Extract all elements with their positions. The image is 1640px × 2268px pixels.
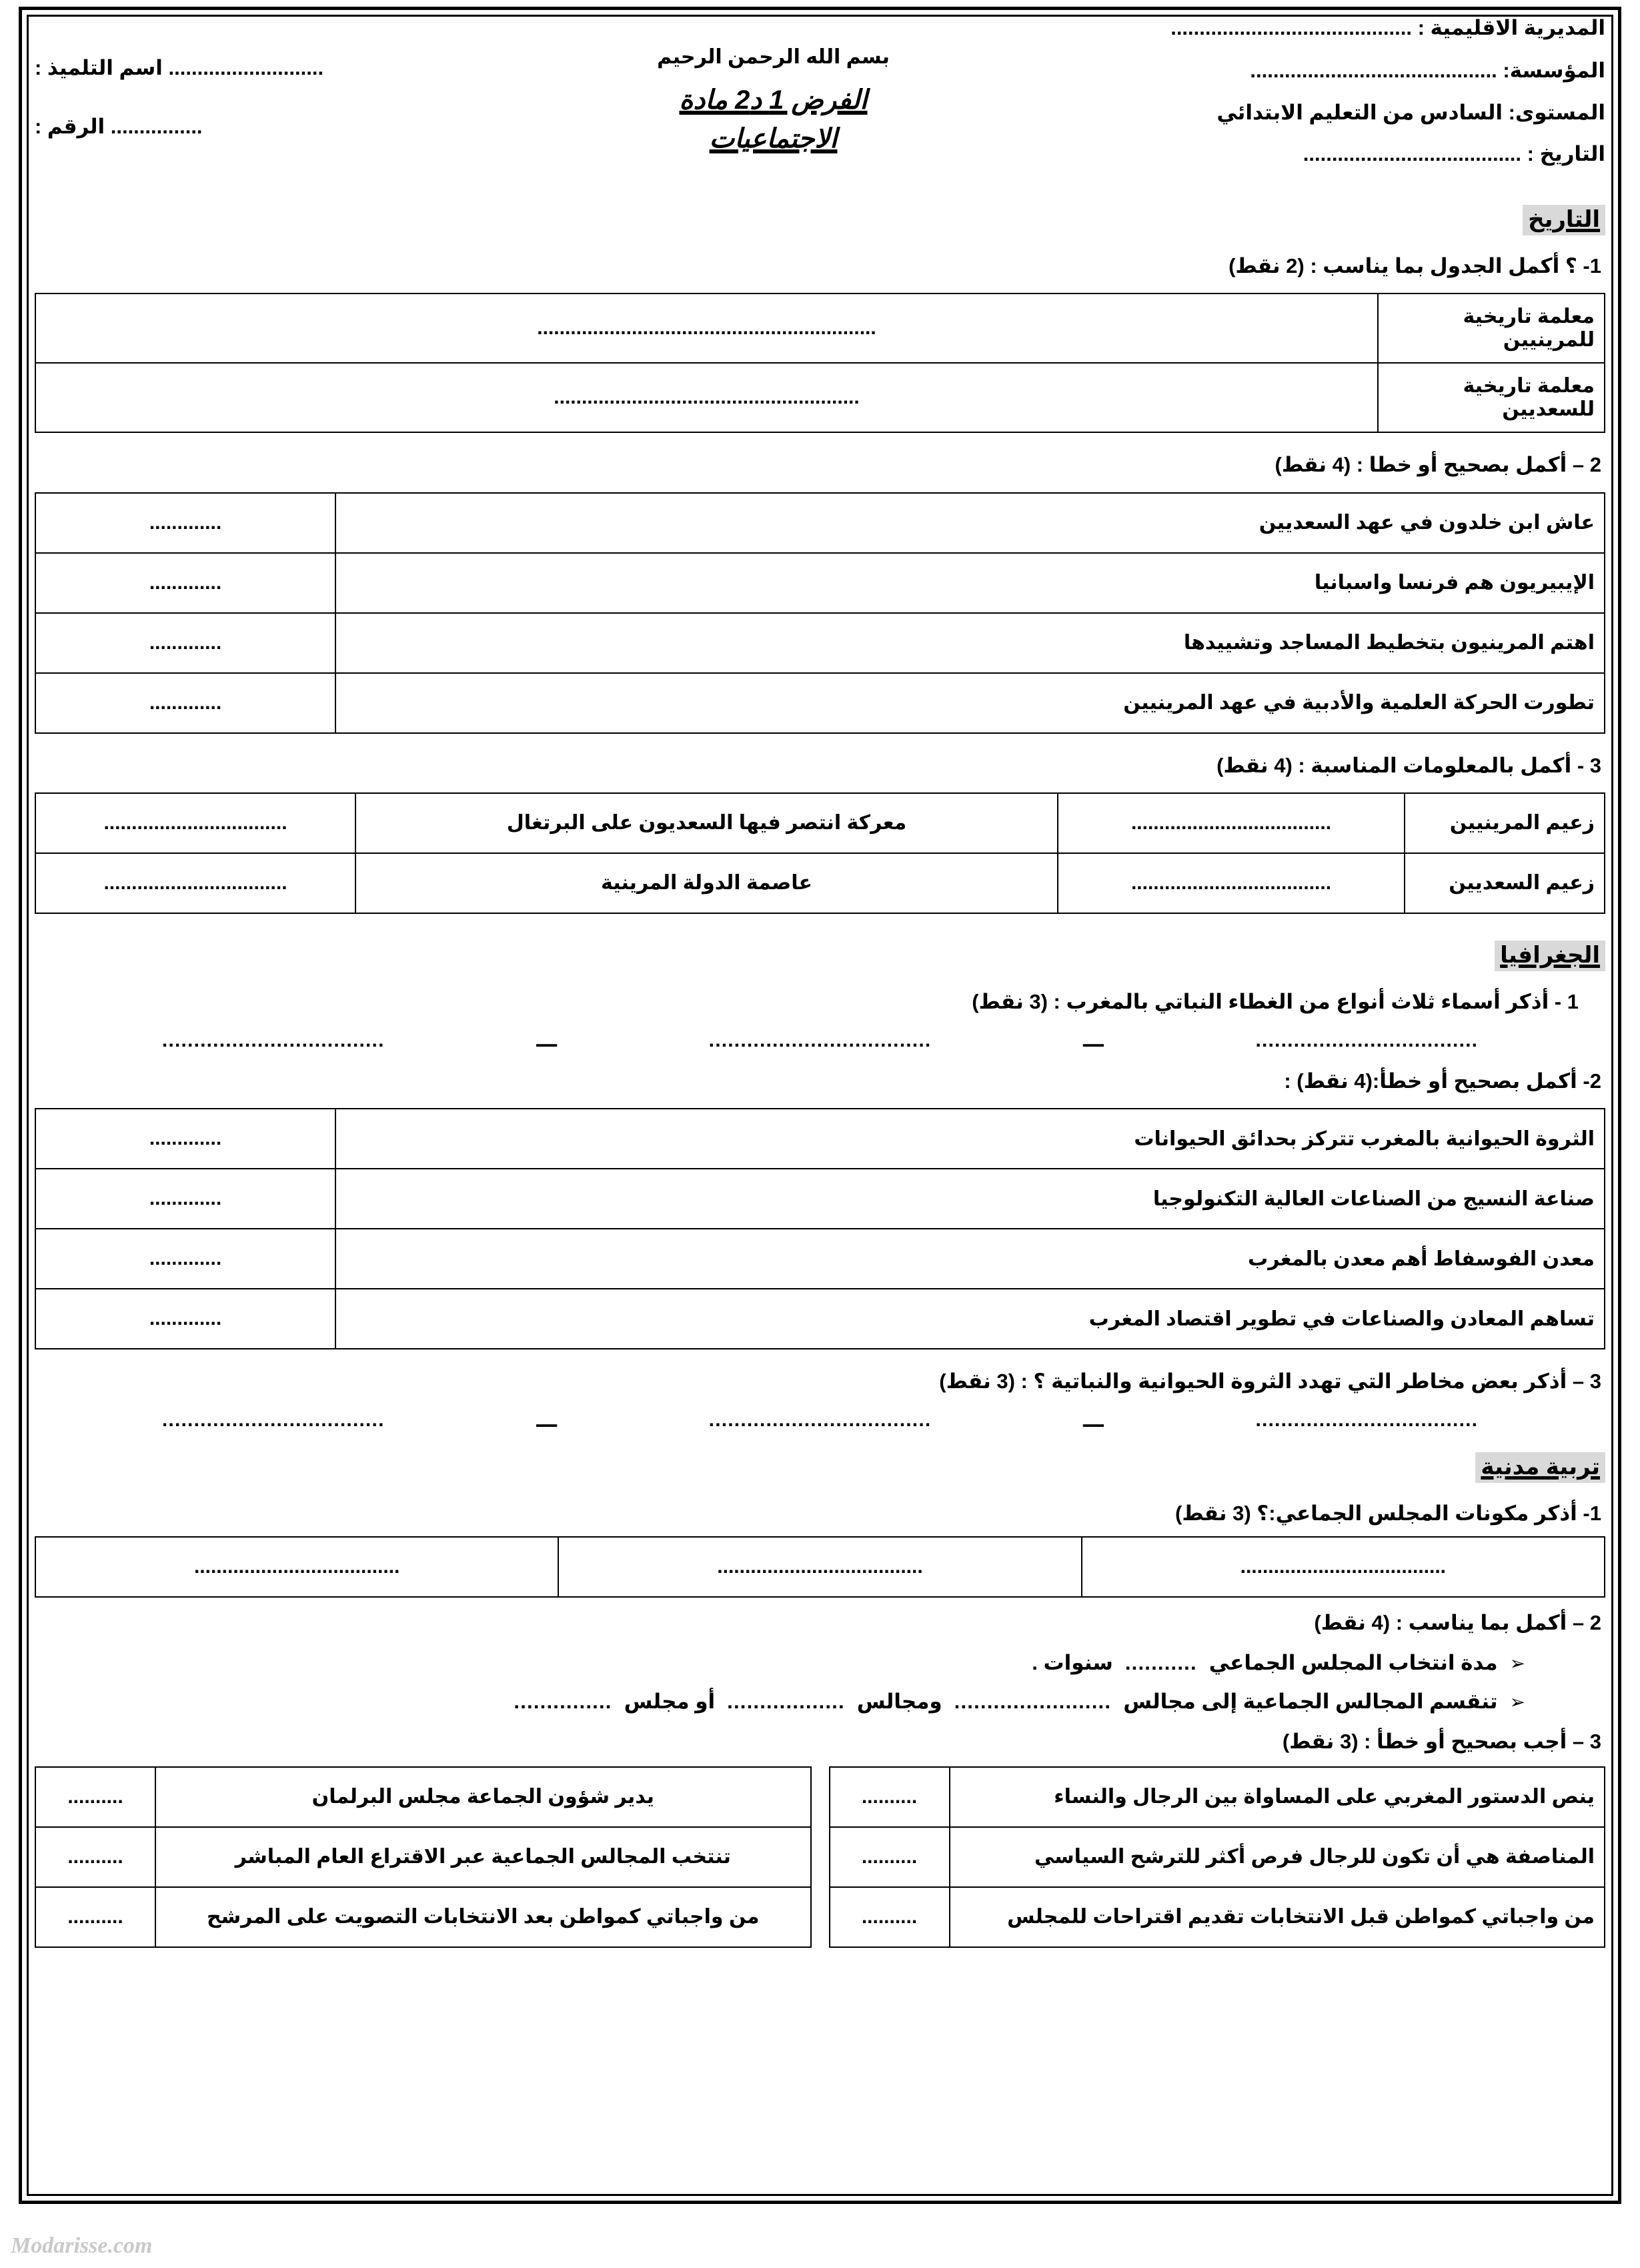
- civics-q1-cell-3[interactable]: .....................................: [35, 1537, 558, 1597]
- history-q3-r2-answer-b[interactable]: .................................: [35, 853, 355, 913]
- separator-dash: ـــ: [1083, 1409, 1104, 1432]
- geography-q1-blank-2[interactable]: ...................................: [708, 1029, 932, 1051]
- history-q2-r3-answer[interactable]: .............: [35, 613, 335, 673]
- basmala-text: بسم الله الرحمن الرحيم: [657, 46, 890, 68]
- table-row: [35, 1537, 1605, 1597]
- history-q1-table-wrap: [35, 289, 1605, 440]
- civics-q2-bullet-2: [35, 1690, 1525, 1714]
- civics-q3-right-r1-answer[interactable]: ..........: [830, 1767, 950, 1827]
- geography-q2-r1-statement: الثروة الحيوانية بالمغرب تتركز بحدائق الحيوانات: [335, 1109, 1605, 1169]
- civics-q3-left-r3-statement: من واجباتي كمواطن بعد الانتخابات التصويت على المرشح: [155, 1887, 811, 1947]
- table-row: [35, 1109, 1605, 1169]
- history-q3-r1-label-b: معركة انتصر فيها السعديون على البرتغال: [355, 793, 1058, 853]
- history-q1-r2-answer[interactable]: .......................................................: [35, 363, 1378, 432]
- date-label: التاريخ :: [1527, 142, 1605, 166]
- civics-q1-cell-1[interactable]: .....................................: [1082, 1537, 1605, 1597]
- history-q1-r1-answer[interactable]: .............................................................: [35, 294, 1378, 363]
- institution-field: [1098, 59, 1605, 83]
- history-q3-r1-label-a: زعيم المرينيين: [1405, 793, 1605, 853]
- table-row: [35, 1289, 1605, 1349]
- civics-q2-bullet-1: [35, 1651, 1525, 1675]
- civics-q2-b1-part-2: سنوات .: [1032, 1651, 1113, 1675]
- geography-q1-blank-1[interactable]: ...................................: [1255, 1029, 1479, 1051]
- table-row: [830, 1767, 1605, 1827]
- civics-q3-right-r2-statement: المناصفة هي أن تكون للرجال فرص أكثر للترشح السياسي: [950, 1827, 1605, 1887]
- date-field: [1098, 142, 1605, 166]
- history-q2-r4-statement: تطورت الحركة العلمية والأدبية في عهد المرينيين: [335, 673, 1605, 733]
- history-q3-table-wrap: [35, 788, 1605, 921]
- history-q3-table: [35, 792, 1605, 914]
- section-header-history: [35, 205, 1605, 235]
- history-q1-r2-label: معلمة تاريخية للسعديين: [1378, 363, 1605, 432]
- civics-q3-right-table: [829, 1766, 1606, 1948]
- history-q2-r2-statement: الإيبيريون هم فرنسا واسبانيا: [335, 553, 1605, 613]
- geography-q1-answer-blanks: [88, 1029, 1552, 1052]
- history-q2-r2-answer[interactable]: .............: [35, 553, 335, 613]
- history-q2-prompt: 2 – أكمل بصحيح أو خطا : (4 نقط): [1275, 453, 1601, 477]
- civics-q1-prompt: 1- أذكر مكونات المجلس الجماعي:؟ (3 نقط): [1175, 1501, 1601, 1525]
- geography-q3-blank-2[interactable]: ...................................: [708, 1409, 932, 1432]
- civics-q2-b2-blank-1[interactable]: ........................: [954, 1690, 1112, 1714]
- geography-q2-r1-answer[interactable]: .............: [35, 1109, 335, 1169]
- student-number-label: الرقم :: [35, 115, 105, 138]
- geography-q2-table-wrap: [35, 1104, 1605, 1356]
- civics-q3-tables: [35, 1766, 1605, 1948]
- exam-title-line-1: الفرض 1 د2 مادة: [679, 85, 868, 115]
- civics-q2-b2-blank-3[interactable]: ...............: [514, 1690, 612, 1714]
- geography-q1-prompt: 1 - أذكر أسماء ثلاث أنواع من الغطاء النباتي بالمغرب : (3 نقط): [972, 989, 1579, 1013]
- civics-q3-right-r2-answer[interactable]: ..........: [830, 1827, 950, 1887]
- civics-q3-left-table-wrap: [35, 1766, 812, 1948]
- history-q2-r1-answer[interactable]: .............: [35, 493, 335, 553]
- civics-q2-b2-blank-2[interactable]: ..................: [727, 1690, 845, 1714]
- history-q3-r2-label-a: زعيم السعديين: [1405, 853, 1605, 913]
- geography-q2-r3-statement: معدن الفوسفاط أهم معدن بالمغرب: [335, 1229, 1605, 1289]
- table-row: [35, 363, 1605, 432]
- header-center-block: [587, 16, 960, 158]
- civics-q3-left-r1-statement: يدير شؤون الجماعة مجلس البرلمان: [155, 1767, 811, 1827]
- student-number-blank[interactable]: ................: [110, 115, 203, 138]
- history-q3-prompt: 3 - أكمل بالمعلومات المناسبة : (4 نقط): [1216, 753, 1601, 777]
- directorate-label: المديرية الاقليمية :: [1417, 16, 1605, 39]
- separator-dash: ـــ: [536, 1409, 558, 1432]
- civics-q3-right-r3-answer[interactable]: ..........: [830, 1887, 950, 1947]
- civics-q3-left-r1-answer[interactable]: ..........: [35, 1767, 155, 1827]
- worksheet-content: [35, 7, 1605, 2195]
- civics-q3-right-table-wrap: [829, 1766, 1606, 1948]
- civics-q3-left-r2-statement: تنتخب المجالس الجماعية عبر الاقتراع العام المباشر: [155, 1827, 811, 1887]
- institution-blank[interactable]: ...........................................: [1250, 58, 1497, 82]
- table-row: [35, 673, 1605, 733]
- history-q2-r1-statement: عاش ابن خلدون في عهد السعديين: [335, 493, 1605, 553]
- history-q2-r3-statement: اهتم المرينيون بتخطيط المساجد وتشييدها: [335, 613, 1605, 673]
- civics-q2-b2-part-2: ومجالس: [856, 1690, 942, 1714]
- table-row: [830, 1887, 1605, 1947]
- table-row: [35, 1767, 811, 1827]
- header-left-block: [35, 16, 448, 173]
- civics-q3-left-r2-answer[interactable]: ..........: [35, 1827, 155, 1887]
- table-row: [35, 853, 1605, 913]
- section-title-history: التاريخ: [1523, 205, 1605, 235]
- student-name-label: اسم التلميذ :: [35, 56, 163, 79]
- geography-q3-blank-3[interactable]: ...................................: [161, 1409, 385, 1432]
- section-title-civics: تربية مدنية: [1475, 1452, 1605, 1483]
- table-row: [35, 793, 1605, 853]
- geography-q2-r2-statement: صناعة النسيج من الصناعات العالية التكنولوجيا: [335, 1169, 1605, 1229]
- history-q2-r4-answer[interactable]: .............: [35, 673, 335, 733]
- history-q1-prompt: 1- ؟ أكمل الجدول بما يناسب : (2 نقط): [1228, 253, 1601, 277]
- site-watermark: Modarisse.com: [11, 2233, 153, 2258]
- history-q2-table: [35, 492, 1605, 734]
- bullet-arrow-icon: ➢: [1509, 1691, 1525, 1712]
- separator-dash: ـــ: [536, 1029, 558, 1052]
- table-row: [35, 613, 1605, 673]
- civics-q3-right-r3-statement: من واجباتي كمواطن قبل الانتخابات تقديم اقتراحات للمجلس: [950, 1887, 1605, 1947]
- level-line: المستوى: السادس من التعليم الابتدائي: [1216, 101, 1605, 125]
- directorate-blank[interactable]: ..........................................: [1170, 16, 1412, 39]
- civics-q1-table: [35, 1536, 1605, 1598]
- history-q1-r1-label: معلمة تاريخية للمرينيين: [1378, 294, 1605, 363]
- geography-q2-r2-answer[interactable]: .............: [35, 1169, 335, 1229]
- table-row: [35, 493, 1605, 553]
- exam-title-line-2: الاجتماعيات: [709, 124, 838, 153]
- section-header-geography: [35, 941, 1605, 971]
- student-name-blank[interactable]: ...........................: [168, 56, 324, 79]
- table-row: [35, 1827, 811, 1887]
- history-q3-r1-answer-a[interactable]: ....................................: [1058, 793, 1405, 853]
- geography-q2-r4-answer[interactable]: .............: [35, 1289, 335, 1349]
- bullet-arrow-icon: ➢: [1509, 1652, 1525, 1674]
- section-title-geography: الجغرافيا: [1495, 941, 1605, 971]
- civics-q2-b1-blank-1[interactable]: ...........: [1124, 1651, 1197, 1675]
- table-row: [35, 294, 1605, 363]
- table-row: [830, 1827, 1605, 1887]
- history-q3-r2-answer-a[interactable]: ....................................: [1058, 853, 1405, 913]
- table-row: [35, 553, 1605, 613]
- geography-q3-blank-1[interactable]: ...................................: [1255, 1409, 1479, 1432]
- header-right-block: [1098, 16, 1605, 185]
- geography-q3-answer-blanks: [88, 1409, 1552, 1432]
- civics-q3-prompt: 3 – أجب بصحيح أو خطأ : (3 نقط): [1282, 1730, 1601, 1754]
- separator-dash: ـــ: [1083, 1029, 1104, 1052]
- civics-q1-cell-2[interactable]: .....................................: [558, 1537, 1081, 1597]
- geography-q2-prompt: 2- أكمل بصحيح أو خطأ:(4 نقط) :: [1284, 1069, 1601, 1093]
- institution-label: المؤسسة:: [1503, 58, 1605, 82]
- geography-q3-prompt: 3 – أذكر بعض مخاطر التي تهدد الثروة الحيوانية والنباتية ؟ : (3 نقط): [939, 1369, 1601, 1393]
- history-q3-r1-answer-b[interactable]: .................................: [35, 793, 355, 853]
- geography-q2-r4-statement: تساهم المعادن والصناعات في تطوير اقتصاد المغرب: [335, 1289, 1605, 1349]
- table-row: [35, 1887, 811, 1947]
- geography-q2-table: [35, 1108, 1605, 1349]
- date-blank[interactable]: ......................................: [1303, 142, 1522, 166]
- civics-q2-b2-part-1: تنقسم المجالس الجماعية إلى مجالس: [1123, 1690, 1498, 1714]
- civics-q3-left-table: [35, 1766, 812, 1948]
- history-q3-r2-label-b: عاصمة الدولة المرينية: [355, 853, 1058, 913]
- worksheet-header: [35, 7, 1605, 185]
- table-row: [35, 1229, 1605, 1289]
- civics-q3-right-r1-statement: ينص الدستور المغربي على المساواة بين الرجال والنساء: [950, 1767, 1605, 1827]
- directorate-field: [1098, 16, 1605, 40]
- student-name-field: [35, 56, 448, 80]
- civics-q2-prompt: 2 – أكمل بما يناسب : (4 نقط): [1314, 1611, 1601, 1634]
- history-q1-table: [35, 293, 1605, 433]
- student-number-field: [35, 115, 448, 139]
- history-q2-table-wrap: [35, 488, 1605, 740]
- geography-q2-r3-answer[interactable]: .............: [35, 1229, 335, 1289]
- civics-q2-b1-part-1: مدة انتخاب المجلس الجماعي: [1208, 1651, 1498, 1675]
- geography-q1-blank-3[interactable]: ...................................: [161, 1029, 385, 1051]
- section-header-civics: [35, 1452, 1605, 1483]
- civics-q3-left-r3-answer[interactable]: ..........: [35, 1887, 155, 1947]
- civics-q2-b2-part-3: أو مجلس: [624, 1690, 716, 1714]
- table-row: [35, 1169, 1605, 1229]
